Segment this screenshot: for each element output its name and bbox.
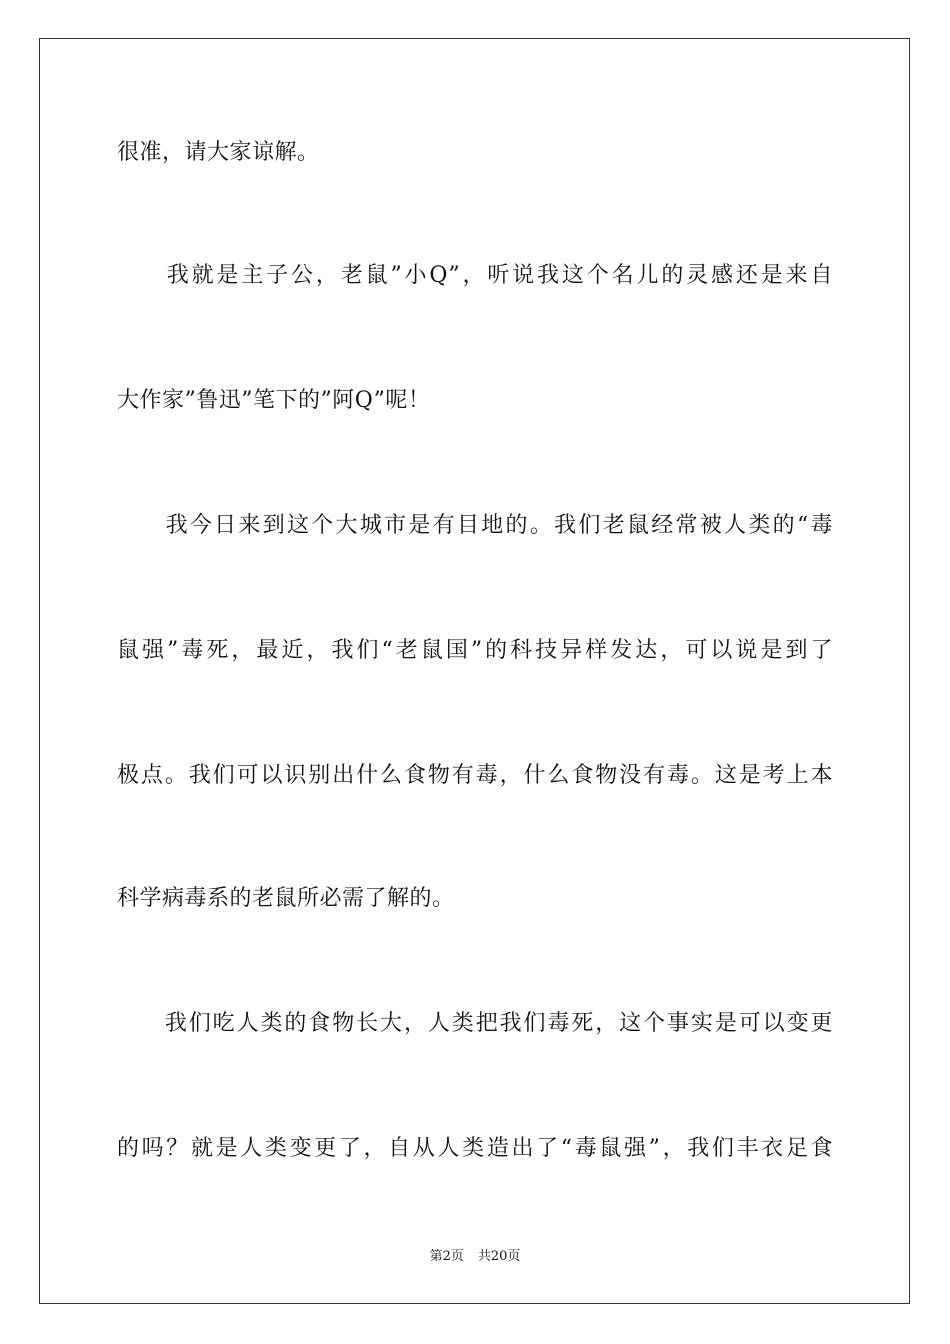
text-line-6: 极点。我们可以识别出什么食物有毒，什么食物没有毒。这是考上本 <box>117 763 833 788</box>
text-line-8: 我们吃人类的食物长大，人类把我们毒死，这个事实是可以变更 <box>117 1011 833 1036</box>
text-line-3: 大作家”鲁迅”笔下的”阿Q”呢！ <box>117 388 431 413</box>
page-total: 共20页 <box>477 1249 521 1264</box>
text-line-4: 我今日来到这个大城市是有目地的。我们老鼠经常被人类的“毒 <box>117 513 833 538</box>
page-number: 第2页 <box>429 1249 464 1264</box>
text-line-9: 的吗？就是人类变更了，自从人类造出了“毒鼠强”，我们丰衣足食 <box>117 1136 833 1161</box>
page-border <box>39 38 910 1304</box>
text-line-1: 很准，请大家谅解。 <box>117 140 320 165</box>
text-line-2: 我就是主子公，老鼠”小Q”，听说我这个名儿的灵感还是来自 <box>117 263 833 288</box>
text-line-7: 科学病毒系的老鼠所必需了解的。 <box>117 886 455 911</box>
page-footer <box>0 1248 950 1266</box>
text-line-5: 鼠强”毒死，最近，我们“老鼠国”的科技异样发达，可以说是到了 <box>117 638 833 663</box>
